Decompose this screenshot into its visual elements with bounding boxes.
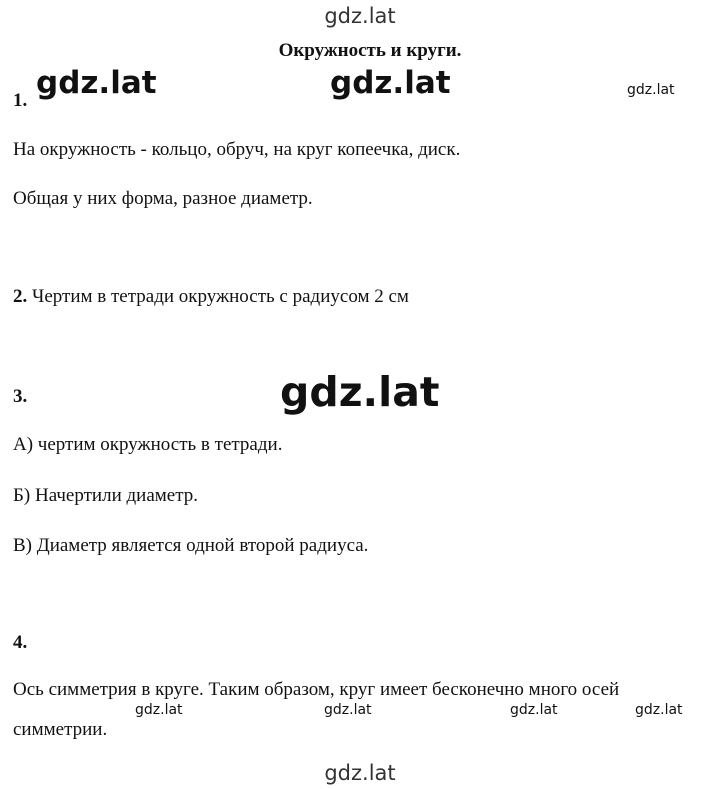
task-2-text: [13, 286, 409, 308]
watermark-small-3: gdz.lat: [510, 702, 558, 718]
task-1-line-2: Общая у них форма, разное диаметр.: [13, 188, 313, 209]
watermark-small-4: gdz.lat: [635, 702, 683, 718]
task-3-number: 3.: [13, 386, 28, 407]
page-title: Окружность и круги.: [278, 40, 462, 61]
task-4-line-1: Ось симметрия в круге. Таким образом, круг имеет бесконечно много осей: [13, 679, 620, 700]
task-3-line-1: А) чертим окружность в тетради.: [13, 434, 283, 455]
task-4-line-2: симметрии.: [13, 719, 108, 740]
watermark-huge: gdz.lat: [280, 368, 447, 416]
task-1-line-1: На окружность - кольцо, обруч, на круг копеечка, диск.: [13, 139, 461, 160]
watermark-small-right: gdz.lat: [627, 82, 675, 98]
task-2-number: 2.: [13, 286, 28, 307]
watermark-small-2: gdz.lat: [324, 702, 372, 718]
watermark-bottom: gdz.lat: [324, 761, 396, 785]
task-3-line-2: Б) Начертили диаметр.: [13, 485, 198, 506]
task-1-number: 1.: [13, 90, 28, 111]
watermark-top: gdz.lat: [324, 4, 396, 28]
watermark-large-center: gdz.lat: [330, 65, 457, 101]
task-4-number: 4.: [13, 632, 28, 653]
watermark-large-left: gdz.lat: [36, 65, 163, 101]
task-2-line-1: Чертим в тетради окружность с радиусом 2 см: [27, 286, 409, 307]
task-3-line-3: В) Диаметр является одной второй радиуса.: [13, 535, 369, 556]
watermark-small-1: gdz.lat: [135, 702, 183, 718]
